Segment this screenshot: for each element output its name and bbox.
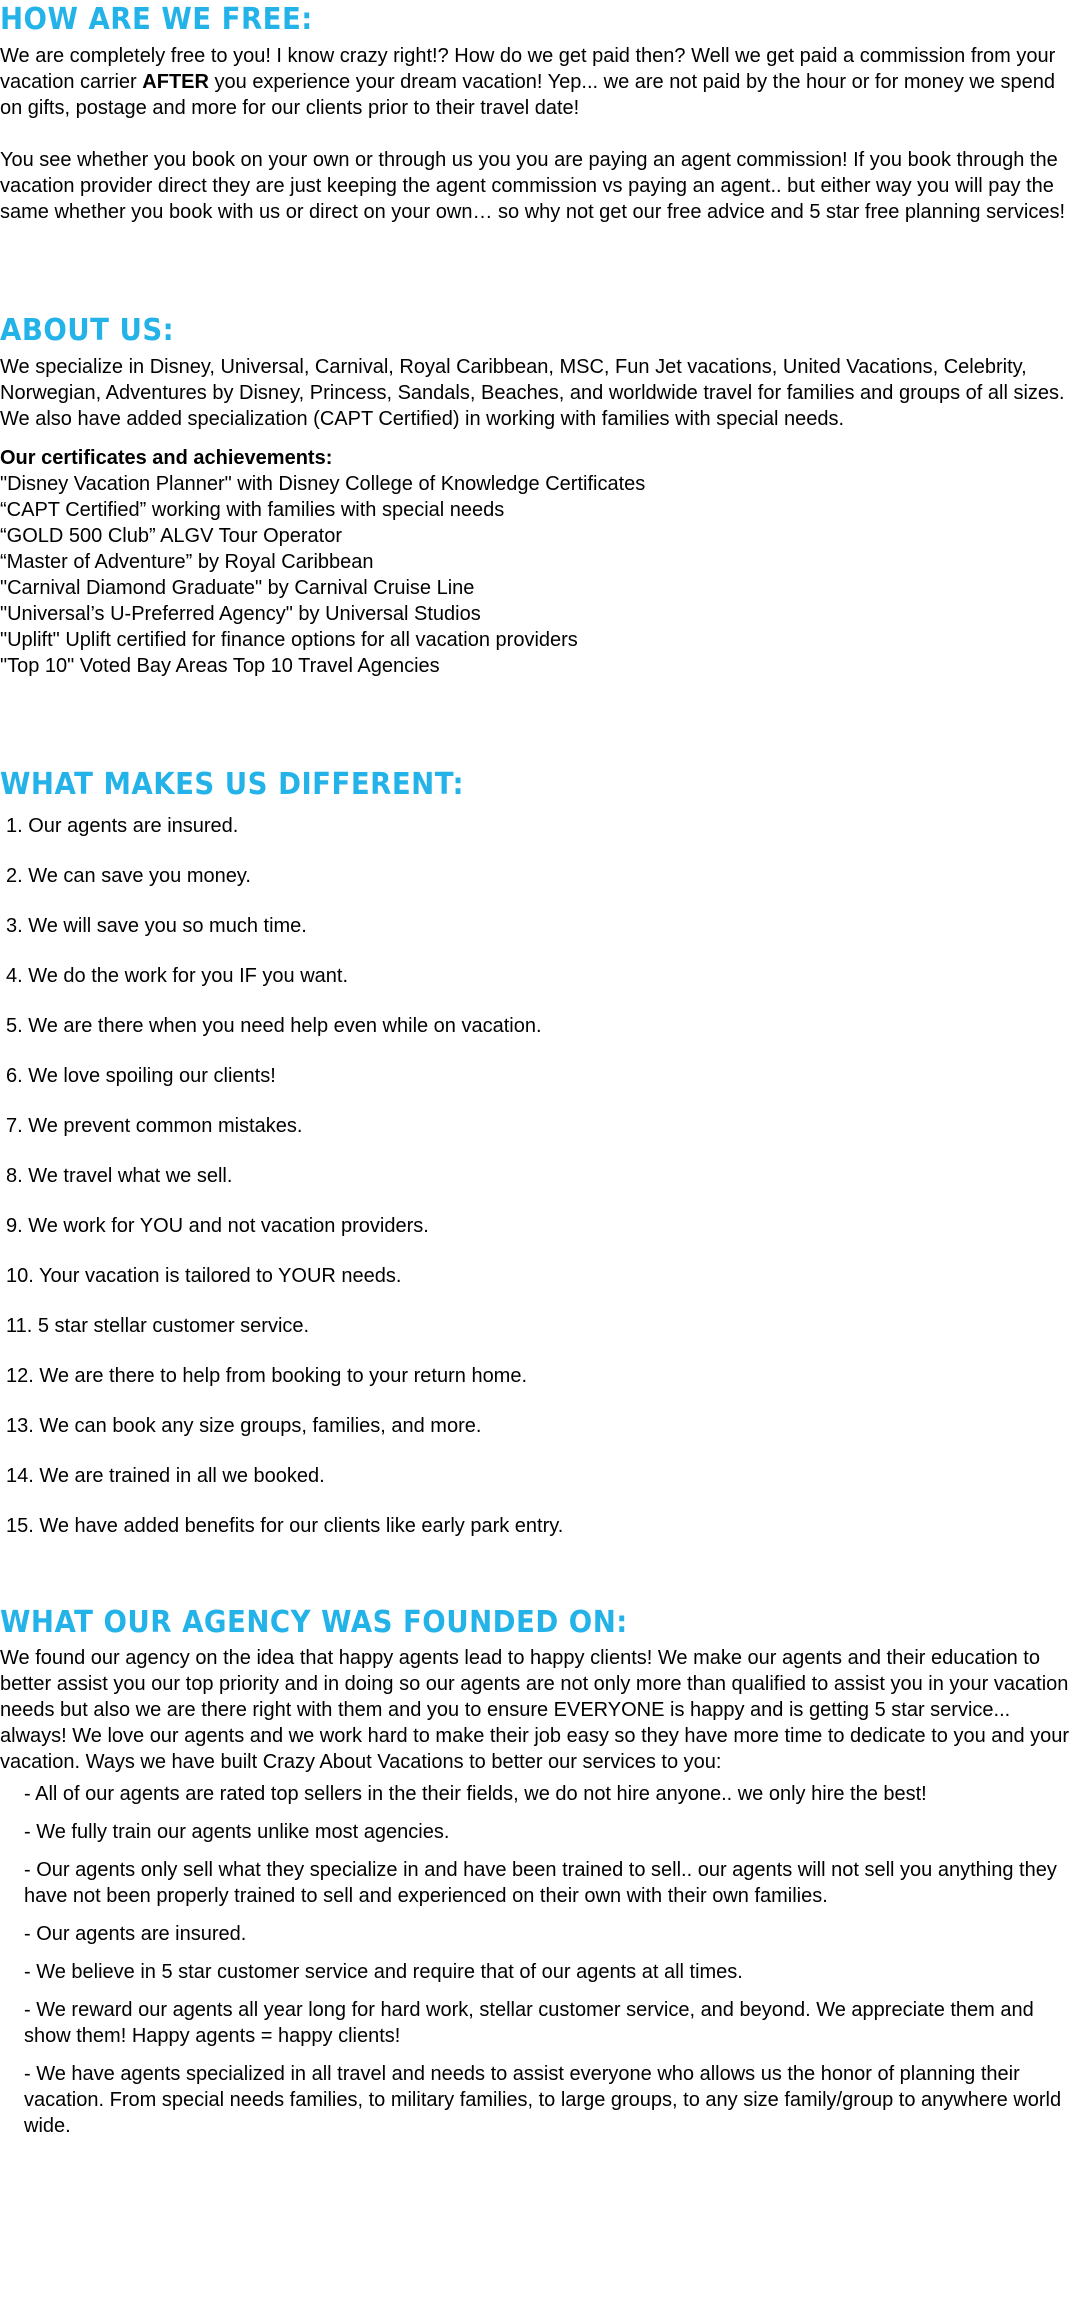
- list-item: - We fully train our agents unlike most agencies.: [24, 1821, 450, 1843]
- certificate-item: “Master of Adventure” by Royal Caribbean: [0, 551, 374, 573]
- list-item: - We believe in 5 star customer service and require that of our agents at all times.: [24, 1961, 743, 1983]
- list-item: - We reward our agents all year long for hard work, stellar customer service, and beyond. We appreciate them and show them! Happy agents = happy clients!: [24, 1999, 1034, 2047]
- free-text-after: you experience your dream vacation! Yep... we are not paid by the hour or for money we spend on gifts, postage and more for our clients prior to their travel date!: [0, 71, 1056, 119]
- list-item: 15. We have added benefits for our clients like early park entry.: [6, 1515, 564, 1537]
- list-item: 10. Your vacation is tailored to YOUR needs.: [6, 1265, 402, 1287]
- certificate-item: "Carnival Diamond Graduate" by Carnival Cruise Line: [0, 577, 475, 599]
- certificate-item: "Uplift" Uplift certified for finance options for all vacation providers: [0, 629, 578, 651]
- list-item: 2. We can save you money.: [6, 865, 251, 887]
- founded-paragraph: We found our agency on the idea that happy agents lead to happy clients! We make our agents and their education to better assist you our top priority and in doing so our agents are not only more than qualified to assist you in your vacation needs but also we are there right with them and you to ensure EVERYONE is happy and is getting 5 star service... always! We love our agents and we work hard to make their job easy so they have more time to dedicate to you and your vacation. Ways we have built Crazy About Vacations to better our services to you:: [0, 1647, 1070, 1773]
- list-item: 4. We do the work for you IF you want.: [6, 965, 349, 987]
- free-paragraph-2: You see whether you book on your own or through us you you are paying an agent commission! If you book through the vacation provider direct they are just keeping the agent commission vs paying an agent.. but either way you will pay the same whether you book with us or direct on your own… so why not get our free advice and 5 star free planning services!: [0, 149, 1065, 223]
- certificate-item: “CAPT Certified” working with families with special needs: [0, 499, 505, 521]
- list-item: 3. We will save you so much time.: [6, 915, 307, 937]
- page: [0, 2, 1085, 2139]
- section-founded-on: [0, 1605, 1081, 2139]
- list-item: - Our agents only sell what they specialize in and have been trained to sell.. our agents will not sell you anything they have not been properly trained to sell and experienced on their own with their own families.: [24, 1859, 1057, 1907]
- free-text-bold: AFTER: [142, 71, 209, 93]
- ways-list: [0, 1781, 1081, 2139]
- certificates-title: Our certificates and achievements:: [0, 447, 333, 469]
- list-item: 5. We are there when you need help even while on vacation.: [6, 1015, 542, 1037]
- list-item: 8. We travel what we sell.: [6, 1165, 233, 1187]
- heading-founded-on: WHAT OUR AGENCY WAS FOUNDED ON:: [0, 1605, 628, 1640]
- heading-how-are-we-free: HOW ARE WE FREE:: [0, 2, 313, 37]
- list-item: 13. We can book any size groups, families, and more.: [6, 1415, 482, 1437]
- list-item: - Our agents are insured.: [24, 1923, 247, 1945]
- list-item: 1. Our agents are insured.: [6, 815, 239, 837]
- list-item: 6. We love spoiling our clients!: [6, 1065, 276, 1087]
- certificates-list: [0, 445, 1081, 679]
- list-item: 12. We are there to help from booking to your return home.: [6, 1365, 528, 1387]
- section-how-are-we-free: [0, 2, 1081, 225]
- heading-about-us: ABOUT US:: [0, 313, 175, 348]
- about-paragraph: We specialize in Disney, Universal, Carnival, Royal Caribbean, MSC, Fun Jet vacations, United Vacations, Celebrity, Norwegian, Adventures by Disney, Princess, Sandals, Beaches, and worldwide travel for families and groups of all sizes. We also have added specialization (CAPT Certified) in working with families with special needs.: [0, 356, 1065, 430]
- list-item: 11. 5 star stellar customer service.: [6, 1315, 310, 1337]
- certificate-item: "Universal’s U-Preferred Agency" by Universal Studios: [0, 603, 481, 625]
- list-item: 9. We work for YOU and not vacation providers.: [6, 1215, 429, 1237]
- differences-list: [0, 813, 1081, 1539]
- certificate-item: “GOLD 500 Club” ALGV Tour Operator: [0, 525, 343, 547]
- list-item: - We have agents specialized in all travel and needs to assist everyone who allows us the honor of planning their vacation. From special needs families, to military families, to large groups, to any size family/group to anywhere world wide.: [24, 2063, 1062, 2137]
- list-item: 14. We are trained in all we booked.: [6, 1465, 325, 1487]
- free-paragraph-1: [0, 43, 1081, 121]
- section-what-makes-us-different: [0, 767, 1081, 1539]
- heading-what-makes-us-different: WHAT MAKES US DIFFERENT:: [0, 767, 464, 802]
- section-about-us: [0, 313, 1081, 679]
- certificate-item: "Top 10" Voted Bay Areas Top 10 Travel Agencies: [0, 655, 440, 677]
- list-item: 7. We prevent common mistakes.: [6, 1115, 303, 1137]
- list-item: - All of our agents are rated top sellers in the their fields, we do not hire anyone.. we only hire the best!: [24, 1783, 927, 1805]
- free-text-before: We are completely free to you! I know crazy right!? How do we get paid then? Well we get paid a commission from your vacation carrier: [0, 45, 1056, 93]
- certificate-item: "Disney Vacation Planner" with Disney College of Knowledge Certificates: [0, 473, 646, 495]
